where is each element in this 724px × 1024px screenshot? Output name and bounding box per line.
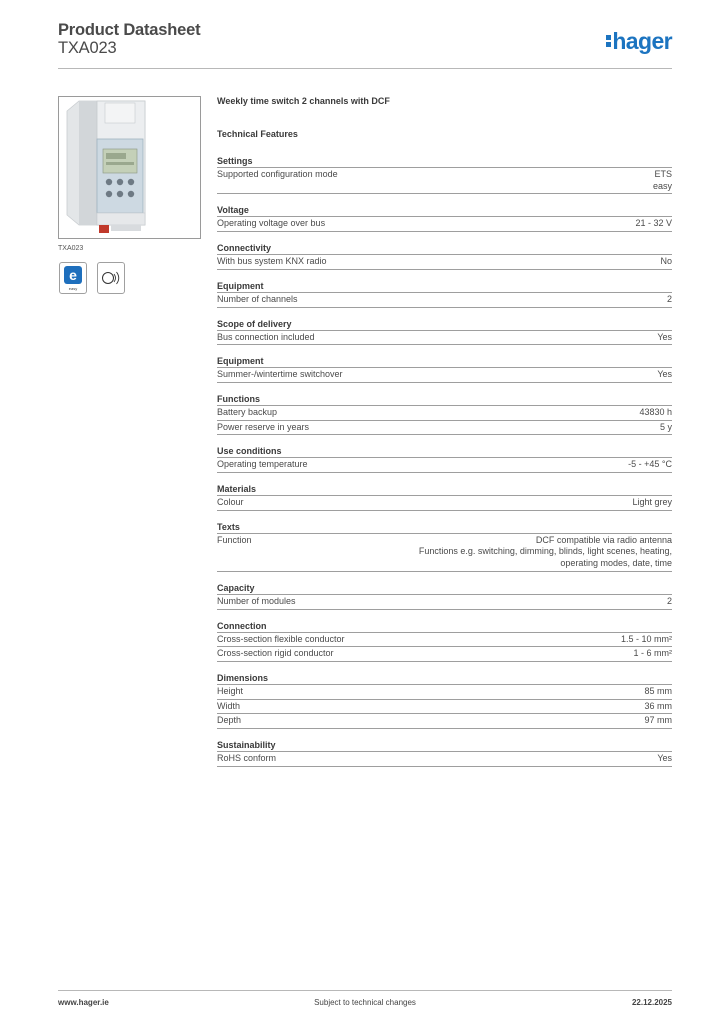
spec-section [217, 521, 672, 572]
spec-value [644, 715, 672, 727]
header-divider [58, 68, 672, 69]
spec-value [660, 422, 672, 434]
feature-sections [217, 155, 672, 767]
radio-clock-icon [98, 263, 124, 293]
spec-value-line: Yes [657, 369, 672, 380]
spec-value [660, 256, 672, 268]
spec-section [217, 318, 672, 346]
spec-section [217, 620, 672, 662]
spec-row [217, 534, 672, 572]
section-title: Settings [217, 155, 672, 168]
section-title: Equipment [217, 280, 672, 293]
spec-section [217, 483, 672, 511]
section-title: Sustainability [217, 739, 672, 752]
spec-value [653, 169, 672, 192]
spec-row [217, 685, 672, 700]
spec-label: With bus system KNX radio [217, 256, 327, 267]
spec-row [217, 331, 672, 346]
spec-value-line: operating modes, date, time [560, 558, 672, 569]
spec-label: Depth [217, 715, 242, 726]
radio-badge [97, 262, 125, 294]
spec-value-line: Yes [657, 753, 672, 764]
section-title: Use conditions [217, 445, 672, 458]
spec-value [657, 753, 672, 765]
spec-section [217, 204, 672, 232]
product-image [58, 96, 201, 239]
spec-value [419, 535, 672, 570]
section-title: Connection [217, 620, 672, 633]
spec-row [217, 293, 672, 308]
easy-e-icon: e [64, 266, 82, 284]
spec-label: Battery backup [217, 406, 278, 417]
spec-section [217, 355, 672, 383]
spec-value-line: Light grey [632, 497, 672, 508]
spec-row [217, 368, 672, 383]
spec-value-line: 2 [666, 293, 672, 304]
spec-value-line: No [660, 256, 672, 267]
technical-content [217, 96, 672, 767]
product-code: TXA023 [58, 39, 117, 57]
easy-badge [59, 262, 87, 294]
spec-label: Function [217, 534, 252, 545]
spec-row [217, 406, 672, 421]
spec-value [667, 596, 672, 608]
spec-value [644, 701, 672, 713]
spec-label: Colour [217, 497, 244, 508]
section-title: Voltage [217, 204, 672, 217]
footer-website: www.hager.ie [58, 998, 109, 1007]
spec-row [217, 255, 672, 270]
spec-section [217, 445, 672, 473]
spec-value [635, 218, 672, 230]
spec-section [217, 155, 672, 194]
spec-label: Power reserve in years [217, 421, 310, 432]
spec-label: Height [217, 685, 244, 696]
section-title: Capacity [217, 582, 672, 595]
spec-row [217, 595, 672, 610]
footer-date: 22.12.2025 [631, 998, 672, 1007]
spec-value [632, 497, 672, 509]
section-title: Equipment [217, 355, 672, 368]
spec-value-line: Functions e.g. switching, dimming, blinds, light scenes, heating, [418, 546, 672, 557]
spec-row [217, 752, 672, 767]
spec-value-line: 1.5 - 10 mm² [620, 633, 672, 644]
section-title: Texts [217, 521, 672, 534]
easy-badge-label: easy [68, 286, 78, 291]
spec-section [217, 672, 672, 729]
spec-row [217, 458, 672, 473]
spec-label: Supported configuration mode [217, 169, 338, 179]
spec-value-line: easy [652, 180, 672, 191]
footer-note: Subject to technical changes [314, 998, 416, 1007]
spec-section [217, 280, 672, 308]
document-title: Product Datasheet [58, 21, 201, 39]
spec-label: Bus connection included [217, 331, 315, 342]
spec-section [217, 582, 672, 610]
hager-logo [606, 28, 672, 55]
spec-value-line: 21 - 32 V [635, 218, 672, 229]
section-title: Connectivity [217, 242, 672, 255]
spec-value [657, 369, 672, 381]
spec-value [628, 459, 672, 471]
document-header [58, 20, 672, 68]
logo-dots-icon [606, 33, 611, 49]
spec-value-line: 97 mm [644, 715, 672, 726]
spec-row [217, 421, 672, 436]
image-caption: TXA023 [58, 245, 84, 252]
spec-label: Width [217, 700, 241, 711]
spec-label: Summer-/wintertime switchover [217, 369, 343, 380]
spec-value [657, 332, 672, 344]
spec-section [217, 393, 672, 435]
spec-section [217, 739, 672, 767]
spec-value-line: ETS [654, 169, 672, 179]
spec-row [217, 633, 672, 648]
spec-row [217, 168, 672, 194]
section-title: Dimensions [217, 672, 672, 685]
section-title: Functions [217, 393, 672, 406]
spec-value-line: Yes [657, 331, 672, 342]
spec-row [217, 647, 672, 662]
spec-value-line: 85 mm [644, 685, 672, 696]
technical-features-heading: Technical Features [217, 129, 298, 139]
spec-row [217, 217, 672, 232]
spec-value-line: 1 - 6 mm² [633, 648, 672, 659]
spec-label: Number of modules [217, 595, 296, 606]
spec-value [633, 648, 672, 660]
spec-label: Cross-section flexible conductor [217, 633, 345, 644]
spec-value-line: 36 mm [644, 700, 672, 711]
spec-label: Number of channels [217, 293, 298, 304]
spec-value-line: -5 - +45 °C [628, 459, 672, 470]
logo-text: hager [612, 28, 672, 54]
spec-value-line: DCF compatible via radio antenna [535, 534, 672, 545]
spec-label: Operating voltage over bus [217, 218, 326, 229]
spec-value [639, 407, 672, 419]
spec-value [667, 294, 672, 306]
spec-label: RoHS conform [217, 753, 277, 764]
section-title: Materials [217, 483, 672, 496]
spec-label: Cross-section rigid conductor [217, 648, 334, 659]
spec-value [621, 634, 672, 646]
spec-value [644, 686, 672, 698]
section-title: Scope of delivery [217, 318, 672, 331]
footer-divider [58, 990, 672, 991]
spec-value-line: 43830 h [639, 406, 672, 417]
spec-row [217, 700, 672, 715]
spec-value-line: 5 y [659, 421, 672, 432]
spec-label: Operating temperature [217, 459, 308, 470]
spec-section [217, 242, 672, 270]
spec-value-line: 2 [666, 595, 672, 606]
time-switch-device-icon [59, 97, 200, 238]
spec-row [217, 496, 672, 511]
spec-row [217, 714, 672, 729]
product-description: Weekly time switch 2 channels with DCF [217, 96, 390, 106]
